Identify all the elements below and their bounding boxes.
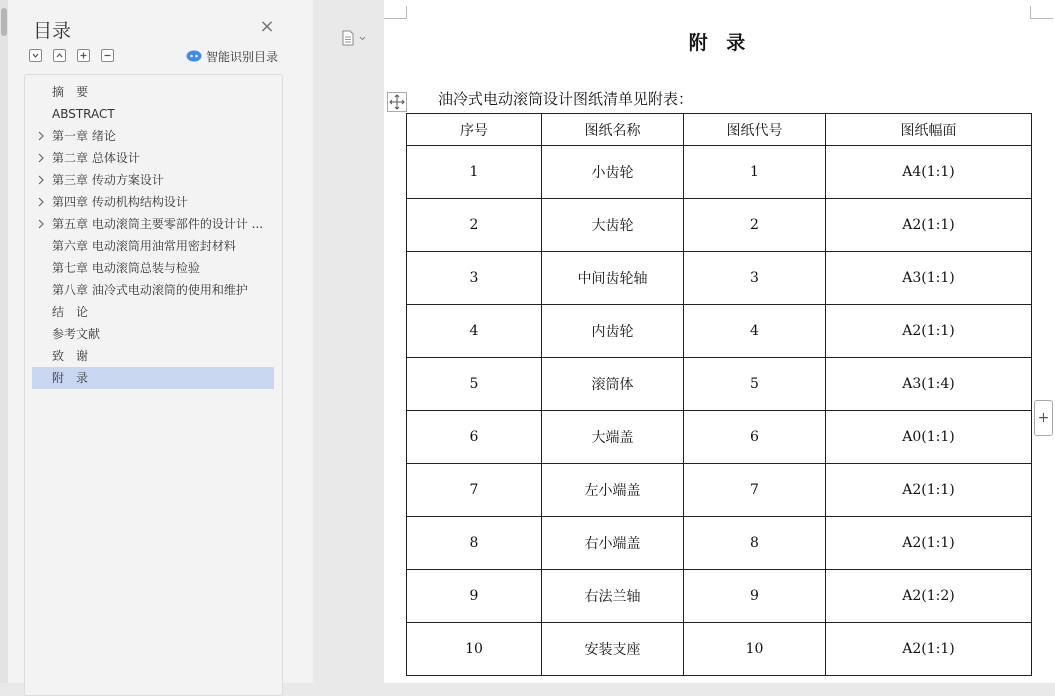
toc-item-abstract-cn[interactable]: 摘 要 xyxy=(52,85,89,99)
cell-drawing-name[interactable]: 右小端盖 xyxy=(542,517,684,570)
chevron-right-icon[interactable] xyxy=(36,147,46,169)
toc-item-acknowledgement[interactable]: 致 谢 xyxy=(52,349,89,363)
cell-drawing-name[interactable]: 大齿轮 xyxy=(542,199,684,252)
cell-serial[interactable]: 5 xyxy=(407,358,542,411)
smart-recognize-toc-button[interactable] xyxy=(186,48,278,64)
cell-serial[interactable]: 9 xyxy=(407,570,542,623)
header-drawing-name[interactable]: 图纸名称 xyxy=(542,114,684,146)
page-corner-mark-left xyxy=(384,6,407,19)
cell-drawing-size[interactable]: A0(1:1) xyxy=(826,411,1032,464)
scrollbar-thumb[interactable] xyxy=(1,8,7,36)
table-row xyxy=(407,570,1032,623)
table-row xyxy=(407,305,1032,358)
toc-title: 目录 xyxy=(33,20,72,42)
header-drawing-size[interactable]: 图纸幅面 xyxy=(826,114,1032,146)
toc-item-references[interactable]: 参考文献 xyxy=(52,327,101,341)
table-row xyxy=(407,411,1032,464)
add-heading-icon[interactable] xyxy=(77,49,90,62)
cell-drawing-name[interactable]: 左小端盖 xyxy=(542,464,684,517)
table-row xyxy=(407,517,1032,570)
smart-recognize-label: 智能识别目录 xyxy=(206,49,279,64)
cell-drawing-name[interactable]: 滚筒体 xyxy=(542,358,684,411)
cell-drawing-size[interactable]: A3(1:1) xyxy=(826,252,1032,305)
cell-drawing-name[interactable]: 右法兰轴 xyxy=(542,570,684,623)
close-icon[interactable]: × xyxy=(259,16,275,37)
drawings-table[interactable] xyxy=(406,113,1032,676)
toc-item-chapter-1[interactable]: 第一章 绪论 xyxy=(32,125,274,147)
smart-recognize-icon xyxy=(186,50,202,62)
document-icon[interactable] xyxy=(340,30,368,46)
cell-drawing-code[interactable]: 10 xyxy=(684,623,826,676)
remove-heading-icon[interactable] xyxy=(101,49,114,62)
chevron-right-icon[interactable] xyxy=(36,191,46,213)
cell-drawing-size[interactable]: A2(1:1) xyxy=(826,199,1032,252)
table-row xyxy=(407,146,1032,199)
header-drawing-code[interactable]: 图纸代号 xyxy=(684,114,826,146)
toc-sidebar xyxy=(0,0,314,683)
cell-serial[interactable]: 1 xyxy=(407,146,542,199)
cell-serial[interactable]: 8 xyxy=(407,517,542,570)
cell-serial[interactable]: 7 xyxy=(407,464,542,517)
toc-item-chapter-5[interactable]: 第五章 电动滚筒主要零部件的设计计 ... xyxy=(32,213,274,235)
cell-drawing-size[interactable]: A3(1:4) xyxy=(826,358,1032,411)
cell-drawing-code[interactable]: 2 xyxy=(684,199,826,252)
move-table-icon[interactable] xyxy=(387,92,407,112)
cell-drawing-size[interactable]: A2(1:1) xyxy=(826,464,1032,517)
intro-paragraph: 油冷式电动滚筒设计图纸清单见附表： xyxy=(438,90,694,108)
cell-drawing-name[interactable]: 安装支座 xyxy=(542,623,684,676)
cell-drawing-size[interactable]: A2(1:1) xyxy=(826,623,1032,676)
chevron-right-icon[interactable] xyxy=(36,213,46,235)
cell-drawing-size[interactable]: A2(1:1) xyxy=(826,305,1032,358)
cell-drawing-code[interactable]: 1 xyxy=(684,146,826,199)
toc-item-appendix[interactable]: 附 录 xyxy=(32,367,274,389)
header-serial[interactable]: 序号 xyxy=(407,114,542,146)
cell-serial[interactable]: 6 xyxy=(407,411,542,464)
sidebar-scrollbar[interactable] xyxy=(0,0,8,683)
cell-drawing-name[interactable]: 小齿轮 xyxy=(542,146,684,199)
toc-item-abstract-en[interactable]: ABSTRACT xyxy=(52,107,115,121)
cell-drawing-code[interactable]: 4 xyxy=(684,305,826,358)
toc-item-chapter-7[interactable]: 第七章 电动滚筒总装与检验 xyxy=(52,261,200,275)
cell-drawing-code[interactable]: 5 xyxy=(684,358,826,411)
expand-all-icon[interactable] xyxy=(53,49,66,62)
cell-drawing-code[interactable]: 7 xyxy=(684,464,826,517)
chevron-right-icon[interactable] xyxy=(36,125,46,147)
cell-drawing-name[interactable]: 中间齿轮轴 xyxy=(542,252,684,305)
page-title: 附 录 xyxy=(688,32,752,54)
table-header-row xyxy=(407,114,1032,146)
cell-drawing-code[interactable]: 6 xyxy=(684,411,826,464)
toc-item-chapter-6[interactable]: 第六章 电动滚筒用油常用密封材料 xyxy=(52,239,236,253)
page-corner-mark-right xyxy=(1030,6,1053,19)
cell-drawing-size[interactable]: A2(1:2) xyxy=(826,570,1032,623)
table-row xyxy=(407,252,1032,305)
cell-serial[interactable]: 4 xyxy=(407,305,542,358)
toc-list xyxy=(24,74,283,696)
toc-item-chapter-8[interactable]: 第八章 油冷式电动滚筒的使用和维护 xyxy=(52,283,248,297)
table-row xyxy=(407,464,1032,517)
table-row xyxy=(407,358,1032,411)
add-column-icon[interactable]: + xyxy=(1034,400,1053,436)
table-row xyxy=(407,199,1032,252)
cell-drawing-code[interactable]: 9 xyxy=(684,570,826,623)
cell-drawing-code[interactable]: 8 xyxy=(684,517,826,570)
cell-drawing-code[interactable]: 3 xyxy=(684,252,826,305)
chevron-right-icon[interactable] xyxy=(36,169,46,191)
cell-drawing-size[interactable]: A2(1:1) xyxy=(826,517,1032,570)
cell-serial[interactable]: 10 xyxy=(407,623,542,676)
toc-item-chapter-3[interactable]: 第三章 传动方案设计 xyxy=(32,169,274,191)
cell-drawing-name[interactable]: 大端盖 xyxy=(542,411,684,464)
cell-drawing-size[interactable]: A4(1:1) xyxy=(826,146,1032,199)
collapse-all-icon[interactable] xyxy=(29,49,42,62)
toc-item-chapter-2[interactable]: 第二章 总体设计 xyxy=(32,147,274,169)
cell-serial[interactable]: 2 xyxy=(407,199,542,252)
toc-item-conclusion[interactable]: 结 论 xyxy=(52,305,89,319)
cell-drawing-name[interactable]: 内齿轮 xyxy=(542,305,684,358)
cell-serial[interactable]: 3 xyxy=(407,252,542,305)
table-row xyxy=(407,623,1032,676)
toc-item-chapter-4[interactable]: 第四章 传动机构结构设计 xyxy=(32,191,274,213)
